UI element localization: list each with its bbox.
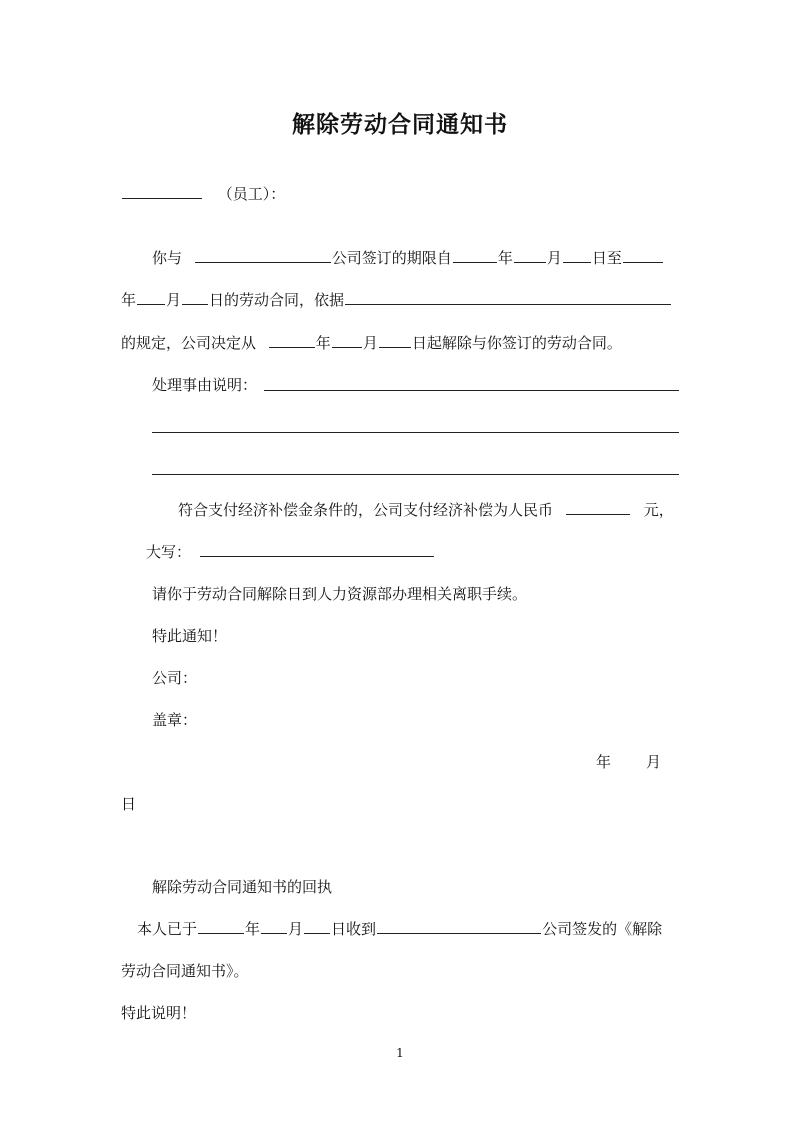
receipt-company-blank[interactable] [377, 919, 541, 934]
compensation-text-a: 符合支付经济补偿金条件的，公司支付经济补偿为人民币 [178, 501, 554, 519]
receipt-year: 年 [245, 920, 261, 938]
amount-words-blank[interactable] [200, 542, 434, 557]
end-month-blank[interactable] [137, 290, 165, 305]
receipt-line-a: 本人已于 [137, 920, 198, 938]
reason-blank-3[interactable] [152, 474, 679, 475]
contract-line-2 [121, 290, 672, 310]
amount-words-line [146, 542, 435, 562]
reason-label: 处理事由说明： [152, 376, 258, 394]
seal-label: 盖章： [152, 711, 198, 729]
document-title: 解除劳动合同通知书 [292, 112, 508, 138]
receipt-year-blank[interactable] [198, 919, 244, 934]
compensation-line [178, 500, 674, 520]
termination-day-blank[interactable] [379, 333, 411, 348]
end-day-blank[interactable] [182, 290, 208, 305]
receipt-month-blank[interactable] [261, 919, 287, 934]
company-name-blank[interactable] [195, 248, 331, 263]
end-year-blank[interactable] [623, 248, 663, 263]
contract-p1-month: 月 [546, 249, 562, 267]
compensation-text-b: 元， [643, 501, 674, 519]
start-year-blank[interactable] [453, 248, 497, 263]
start-day-blank[interactable] [563, 248, 591, 263]
termination-year-blank[interactable] [269, 333, 315, 348]
contract-p3-a: 的规定，公司决定从 [121, 334, 257, 352]
date-month: 月 [646, 753, 662, 771]
compensation-amount-blank[interactable] [566, 500, 630, 515]
contract-p2-year: 年 [121, 291, 137, 309]
receipt-day-blank[interactable] [304, 919, 330, 934]
reason-blank-2[interactable] [152, 432, 679, 433]
notice-text: 特此通知！ [152, 627, 228, 645]
receipt-line-c: 劳动合同通知书》。 [121, 962, 249, 980]
receipt-line-1 [137, 919, 662, 939]
employee-name-blank[interactable] [122, 184, 202, 199]
salutation-suffix: （员工）： [217, 185, 286, 203]
legal-basis-blank[interactable] [345, 290, 671, 305]
amount-words-label: 大写： [146, 543, 192, 561]
page-number: 1 [396, 1046, 404, 1060]
receipt-closing: 特此说明！ [121, 1004, 197, 1022]
contract-p2-day: 日的劳动合同，依据 [209, 291, 345, 309]
company-label: 公司： [152, 669, 198, 687]
termination-month-blank[interactable] [332, 333, 362, 348]
receipt-line-b: 公司签发的《解除 [542, 920, 663, 938]
contract-p1-a: 你与 [152, 249, 183, 267]
date-year: 年 [596, 753, 612, 771]
contract-p3-b: 日起解除与你签订的劳动合同。 [411, 334, 622, 352]
contract-p1-day-to: 日至 [591, 249, 622, 267]
contract-p1-year: 年 [497, 249, 513, 267]
reason-line [152, 375, 257, 395]
contract-p2-month: 月 [166, 291, 182, 309]
receipt-day-received: 日收到 [331, 920, 377, 938]
date-day: 日 [121, 795, 137, 813]
instruction-text: 请你于劳动合同解除日到人力资源部办理相关离职手续。 [152, 585, 528, 603]
receipt-title: 解除劳动合同通知书的回执 [152, 878, 333, 896]
start-month-blank[interactable] [514, 248, 546, 263]
reason-blank-1[interactable] [264, 390, 679, 391]
contract-p3-year: 年 [315, 334, 331, 352]
contract-line-3 [121, 333, 622, 353]
receipt-month: 月 [288, 920, 304, 938]
contract-p1-b: 公司签订的期限自 [331, 249, 452, 267]
contract-p3-month: 月 [362, 334, 378, 352]
contract-line-1 [152, 248, 664, 268]
salutation-line [121, 184, 285, 204]
